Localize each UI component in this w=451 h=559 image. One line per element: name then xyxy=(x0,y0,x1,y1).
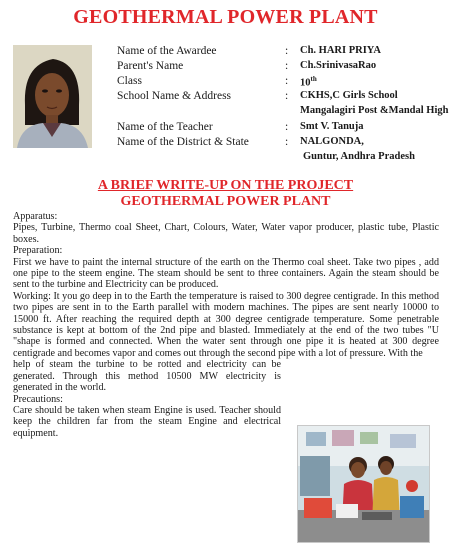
teacher-name: Smt V. Tanuja xyxy=(300,121,364,132)
class-suffix: th xyxy=(310,75,317,83)
field-colon: : xyxy=(285,121,289,133)
page-title: GEOTHERMAL POWER PLANT xyxy=(73,6,378,28)
brief-title: A BRIEF WRITE-UP ON THE PROJECT xyxy=(97,178,354,193)
school-address: Mangalagiri Post &Mandal High xyxy=(300,105,449,116)
state-value: Guntur, Andhra Pradesh xyxy=(303,151,415,162)
class-value: 10th xyxy=(300,75,317,89)
field-label: Name of the Teacher xyxy=(117,121,213,133)
apparatus-text: Pipes, Turbine, Thermo coal Sheet, Chart, Colours, Water, Water vapor producer, plastic tube, Plastic boxes. xyxy=(13,222,439,245)
working-text: Working: It you go deep in to the Earth the temperature is raised to 300 degree centigrade. In this method two pipes are sent in to the Earth parallel with modern machines. The pipes are sent nearly 10000 to 15000 ft. After reaching the required depth at 300 degree centigrade temperature. Some penetrable substance is kept at bottom of the 2nd pipe and blasted. Immediately at the end of the two tubes "U "shape is formed and connected. When the water sent through one pipe it is heated at 300 degree centigrade and becomes vapor and comes out through the second pipe with a lot of pressure. With the xyxy=(13,290,439,359)
brief-heading xyxy=(0,178,451,210)
field-colon: : xyxy=(285,45,289,57)
project-exhibit-photo xyxy=(297,425,430,543)
preparation-label: Preparation: xyxy=(13,245,63,257)
precautions-label: Precautions: xyxy=(13,393,63,405)
field-label: Class xyxy=(117,75,142,87)
brief-subtitle: GEOTHERMAL POWER PLANT xyxy=(120,194,331,209)
field-label: Name of the Awardee xyxy=(117,45,217,57)
field-colon: : xyxy=(285,75,289,87)
preparation-text: First we have to paint the internal structure of the earth on the Thermo coal sheet. Take two pipes , add one pipe to the steem engine. The steam should be sent to three containers. Again the steam should be sent to the turbine and Electricity can be produced. xyxy=(13,256,439,291)
write-up-body xyxy=(13,211,439,439)
apparatus-label: Apparatus: xyxy=(13,211,58,222)
district-value: NALGONDA, xyxy=(300,136,364,147)
field-colon: : xyxy=(285,136,289,148)
field-colon: : xyxy=(285,60,289,72)
school-name: CKHS,C Girls School xyxy=(300,90,398,101)
working-text-continued: help of steam the turbine to be rotted and electricity can be generated. Through this method 10500 MW electricity is generated in the world. xyxy=(13,359,281,394)
parent-name: Ch.SrinivasaRao xyxy=(300,60,377,71)
field-label: Name of the District & State xyxy=(117,136,249,148)
precautions-text: Care should be taken when steam Engine is used. Teacher should keep the children far from the steam Engine and electrical equipment. xyxy=(13,404,281,439)
student-portrait xyxy=(13,45,92,148)
field-colon: : xyxy=(285,90,289,102)
field-label: School Name & Address xyxy=(117,90,232,102)
awardee-name: Ch. HARI PRIYA xyxy=(300,45,382,56)
field-label: Parent's Name xyxy=(117,60,184,72)
